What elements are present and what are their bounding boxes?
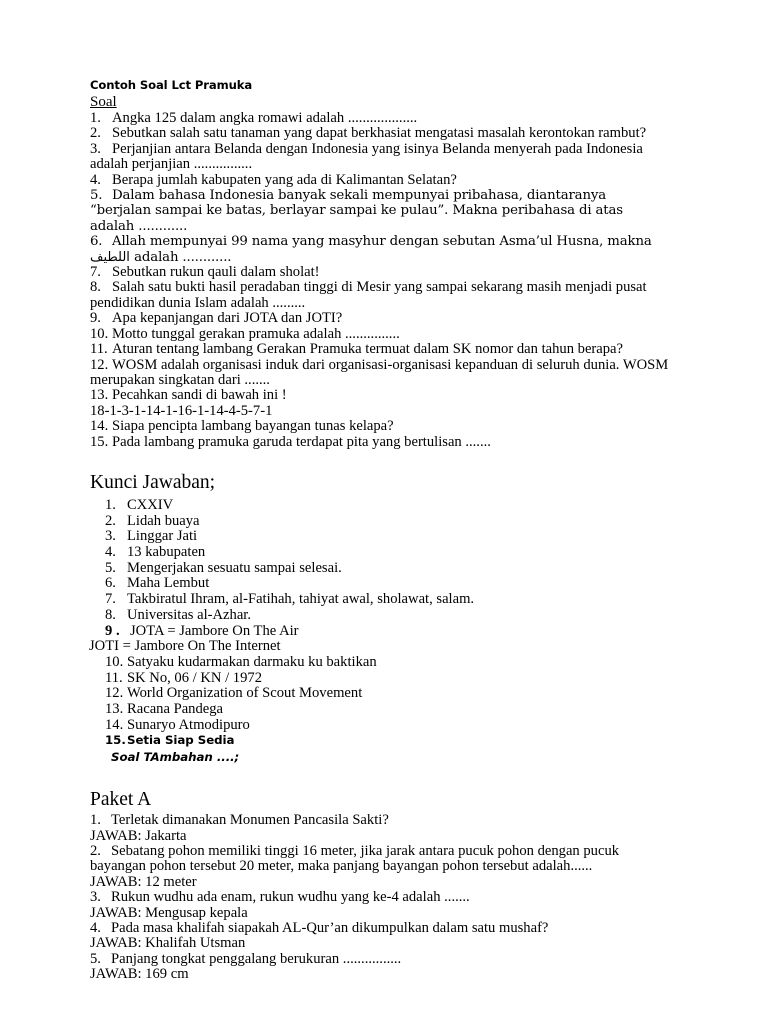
question-text: Dalam bahasa Indonesia banyak sekali mempunyai pribahasa, diantaranya “berjalan sampai ke batas, berlayar sampai ke pulau”. Makna peribahasa di atas adalah ............ xyxy=(90,188,623,234)
question-text: Pecahkan sandi di bawah ini ! xyxy=(112,387,287,404)
question-item xyxy=(90,327,670,342)
document-title: Contoh Soal Lct Pramuka xyxy=(90,78,253,92)
question-item xyxy=(90,188,670,234)
answer-item xyxy=(90,514,670,530)
paket-answer: JAWAB: Mengusap kepala xyxy=(90,904,248,921)
question-number: 15. xyxy=(90,433,109,450)
answer-text: Maha Lembut xyxy=(127,575,210,592)
question-number: 10. xyxy=(90,325,109,342)
question-item xyxy=(90,142,670,173)
paket-answer: JAWAB: 169 cm xyxy=(90,966,189,983)
answer-item xyxy=(90,733,670,749)
answer-number: 12. xyxy=(105,685,124,702)
answer-number: 8. xyxy=(105,606,116,623)
question-number: 6. xyxy=(90,234,103,250)
question-item xyxy=(90,435,670,450)
question-number: 7. xyxy=(90,264,101,281)
answer-text: 13 kabupaten xyxy=(127,544,206,561)
cipher-line xyxy=(90,404,670,419)
answer-text: Racana Pandega xyxy=(127,701,224,718)
answer-text: Setia Siap Sedia xyxy=(127,733,235,748)
answer-number: 2. xyxy=(105,512,116,529)
answer-item xyxy=(90,624,670,640)
answer-item xyxy=(90,498,670,514)
document-body xyxy=(90,78,670,983)
question-text: Allah mempunyai 99 nama yang masyhur dengan sebutan Asma’ul Husna, makna xyxy=(112,234,652,250)
question-number: 8. xyxy=(90,279,101,296)
answer-item xyxy=(90,718,670,734)
answer-number: 9 . xyxy=(105,622,120,639)
question-number: 11. xyxy=(90,341,108,358)
answer-number: 7. xyxy=(105,591,116,608)
paket-answer: JAWAB: Jakarta xyxy=(90,827,187,844)
paket-question xyxy=(90,813,670,828)
paket-question-number: 5. xyxy=(90,950,101,967)
question-number: 12. xyxy=(90,356,109,373)
question-number: 14. xyxy=(90,418,109,435)
paket-question-text: Terletak dimanakan Monumen Pancasila Sakti? xyxy=(111,812,389,829)
question-item xyxy=(90,234,670,265)
question-text: Perjanjian antara Belanda dengan Indonesia yang isinya Belanda menyerah pada Indonesia adalah perjanjian ................ xyxy=(90,140,643,173)
paket-question xyxy=(90,952,670,967)
answer-number: 11. xyxy=(105,669,123,686)
answer-text: World Organization of Scout Movement xyxy=(127,685,363,702)
answer-item xyxy=(90,592,670,608)
paket-question xyxy=(90,890,670,905)
answer-item xyxy=(90,686,670,702)
question-text: Motto tunggal gerakan pramuka adalah ............... xyxy=(112,325,400,342)
paket-answer: JAWAB: Khalifah Utsman xyxy=(90,935,246,952)
paket-question-text: Sebatang pohon memiliki tinggi 16 meter, jika jarak antara pucuk pohon dengan pucuk bayangan pohon tersebut 20 meter, maka panjang bayangan pohon tersebut adalah...... xyxy=(90,843,620,875)
question-item xyxy=(90,173,670,188)
answer-number: 13. xyxy=(105,701,124,718)
answer-item xyxy=(90,576,670,592)
question-text: Sebutkan salah satu tanaman yang dapat berkhasiat mengatasi masalah kerontokan rambut? xyxy=(112,125,647,142)
question-item xyxy=(90,419,670,434)
paket-question-text: Rukun wudhu ada enam, rukun wudhu yang ke-4 adalah ....... xyxy=(111,889,470,906)
answer-text: Lidah buaya xyxy=(127,512,200,529)
question-number: 3. xyxy=(90,140,101,157)
cipher-text: 18-1-3-1-14-1-16-1-14-4-5-7-1 xyxy=(90,402,273,419)
question-number: 9. xyxy=(90,310,101,327)
answer-item xyxy=(90,671,670,687)
paket-question xyxy=(90,921,670,936)
question-number: 13. xyxy=(90,387,109,404)
answer-number: 10. xyxy=(105,653,124,670)
extra-questions-note: Soal TAmbahan ....; xyxy=(111,750,240,765)
question-item xyxy=(90,111,670,126)
question-item xyxy=(90,265,670,280)
answer-text: Sunaryo Atmodipuro xyxy=(127,716,250,733)
question-number: 5. xyxy=(90,188,103,204)
answer-item-continuation xyxy=(90,639,670,655)
question-text: Siapa pencipta lambang bayangan tunas kelapa? xyxy=(112,418,394,435)
question-text: Salah satu bukti hasil peradaban tinggi di Mesir yang sampai sekarang masih menjadi pusat pendidikan dunia Islam adalah ......... xyxy=(90,279,647,311)
answer-number: 4. xyxy=(105,544,116,561)
question-text: Sebutkan rukun qauli dalam sholat! xyxy=(112,264,320,281)
question-number: 1. xyxy=(90,110,101,126)
paket-question-number: 4. xyxy=(90,920,101,937)
question-item xyxy=(90,280,670,311)
answer-item xyxy=(90,545,670,561)
paket-question-text: Panjang tongkat penggalang berukuran ................ xyxy=(111,950,402,967)
question-item xyxy=(90,388,670,403)
question-text: Berapa jumlah kabupaten yang ada di Kalimantan Selatan? xyxy=(112,171,457,188)
answer-item xyxy=(90,529,670,545)
answer-key-list xyxy=(90,498,670,765)
question-text-tail: adalah ............ xyxy=(129,249,232,265)
paket-question-number: 2. xyxy=(90,843,101,859)
answer-number: 3. xyxy=(105,528,116,545)
question-item xyxy=(90,358,670,389)
answer-text: Takbiratul Ihram, al-Fatihah, tahiyat awal, sholawat, salam. xyxy=(127,591,475,608)
paket-a-list xyxy=(90,813,670,982)
answer-item xyxy=(90,655,670,671)
answer-text: SK No, 06 / KN / 1972 xyxy=(127,669,262,686)
answer-item xyxy=(90,702,670,718)
answer-text: Satyaku kudarmakan darmaku ku baktikan xyxy=(127,653,377,670)
answer-number: 6. xyxy=(105,575,116,592)
paket-question-number: 1. xyxy=(90,812,101,829)
answer-number: 1. xyxy=(105,496,116,513)
answer-item xyxy=(90,608,670,624)
question-list xyxy=(90,111,670,450)
question-text: Aturan tentang lambang Gerakan Pramuka termuat dalam SK nomor dan tahun berapa? xyxy=(112,341,624,358)
paket-question xyxy=(90,844,670,875)
answer-text: CXXIV xyxy=(127,496,174,513)
answer-text: JOTA = Jambore On The Air xyxy=(130,622,299,639)
answer-text: Linggar Jati xyxy=(127,528,198,545)
answer-text: Mengerjakan sesuatu sampai selesai. xyxy=(127,559,342,576)
answer-text: JOTI = Jambore On The Internet xyxy=(89,638,281,655)
paket-a-heading: Paket A xyxy=(90,789,152,811)
answer-number: 14. xyxy=(105,716,124,733)
question-number: 4. xyxy=(90,171,101,188)
paket-question-number: 3. xyxy=(90,889,101,906)
question-number: 2. xyxy=(90,125,101,142)
question-item xyxy=(90,311,670,326)
question-text: WOSM adalah organisasi induk dari organisasi-organisasi kepanduan di seluruh dunia. WOSM merupakan singkatan dari ....... xyxy=(90,356,669,388)
answer-key-heading: Kunci Jawaban; xyxy=(90,471,216,493)
paket-answer: JAWAB: 12 meter xyxy=(90,873,197,890)
answer-item xyxy=(90,561,670,577)
question-text: Pada lambang pramuka garuda terdapat pita yang bertulisan ....... xyxy=(112,433,491,450)
question-text: Angka 125 dalam angka romawi adalah ................... xyxy=(112,110,418,126)
question-item xyxy=(90,342,670,357)
answer-text: Universitas al-Azhar. xyxy=(127,606,252,623)
question-item xyxy=(90,126,670,141)
soal-label: Soal xyxy=(90,94,117,110)
answer-number: 5. xyxy=(105,559,116,576)
answer-number: 15. xyxy=(105,733,126,748)
paket-question-text: Pada masa khalifah siapakah AL-Qur’an dikumpulkan dalam satu mushaf? xyxy=(111,920,549,937)
question-text: Apa kepanjangan dari JOTA dan JOTI? xyxy=(112,310,343,327)
arabic-term-al-latif: اللطيف xyxy=(90,249,130,265)
